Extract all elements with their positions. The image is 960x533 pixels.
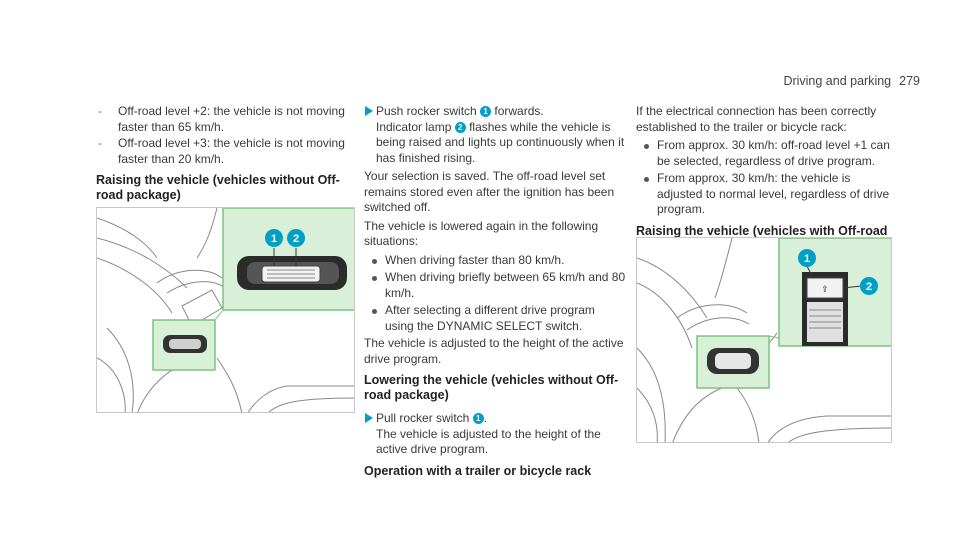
list-item: After selecting a different drive program using the DYNAMIC SELECT switch. <box>364 303 626 334</box>
step-text: Pull rocker switch <box>376 411 470 425</box>
step-arrow-icon <box>365 413 373 423</box>
step-pull-switch <box>364 411 626 458</box>
callout-2-label: 2 <box>292 233 300 245</box>
callout-2-label: 2 <box>865 281 873 293</box>
rocker-switch-illustration <box>96 207 355 413</box>
callout-badge: 1 <box>473 413 484 424</box>
column-2 <box>364 104 626 487</box>
offroad-switch-illustration <box>636 237 892 443</box>
paragraph: Your selection is saved. The off-road level set remains stored even after the ignition has been switched off. <box>364 169 615 214</box>
paragraph: If the electrical connection has been correctly established to the trailer or bicycle rack: <box>636 104 877 134</box>
console-drawing <box>637 238 892 443</box>
step-text: flashes while the vehicle is being raised and lights up continuously when it has finished rising. <box>376 119 625 165</box>
list-item: When driving briefly between 65 km/h and 80 km/h. <box>364 270 626 301</box>
callout-badge: 2 <box>455 122 466 133</box>
paragraph: The vehicle is lowered again in the following situations: <box>364 218 599 248</box>
step-push-switch <box>364 104 626 166</box>
column-1 <box>96 104 354 211</box>
list-item: From approx. 30 km/h: the vehicle is adjusted to normal level, regardless of drive program. <box>636 171 896 218</box>
paragraph: The vehicle is adjusted to the height of the active drive program. <box>364 336 624 366</box>
section-heading: Operation with a trailer or bicycle rack <box>364 463 592 478</box>
section-heading: Raising the vehicle (vehicles with Off-road <box>636 223 888 238</box>
list-item: - Off-road level +2: the vehicle is not moving faster than 65 km/h. <box>96 104 354 135</box>
section-title: Driving and parking <box>783 74 892 88</box>
running-header <box>783 74 920 88</box>
list-item: When driving faster than 80 km/h. <box>364 253 626 269</box>
step-text: Push rocker switch <box>376 104 477 118</box>
callout-1-label: 1 <box>803 253 811 265</box>
page-number: 279 <box>899 74 920 88</box>
step-text: . <box>483 411 488 425</box>
step-arrow-icon <box>365 106 373 116</box>
section-heading: Lowering the vehicle (vehicles without Off-road package) <box>364 373 619 402</box>
step-text: Indicator lamp <box>376 119 452 134</box>
svg-text:⇪: ⇪ <box>821 285 829 295</box>
step-text: forwards. <box>494 104 544 118</box>
console-drawing <box>97 208 355 413</box>
step-text: The vehicle is adjusted to the height of the active drive program. <box>376 426 601 456</box>
callout-1-label: 1 <box>270 233 278 245</box>
list-item: - Off-road level +3: the vehicle is not moving faster than 20 km/h. <box>96 136 354 167</box>
section-heading: Raising the vehicle (vehicles without Off-road package) <box>96 173 340 202</box>
callout-badge: 1 <box>480 106 491 117</box>
list-item: From approx. 30 km/h: off-road level +1 can be selected, regardless of drive program. <box>636 138 896 169</box>
